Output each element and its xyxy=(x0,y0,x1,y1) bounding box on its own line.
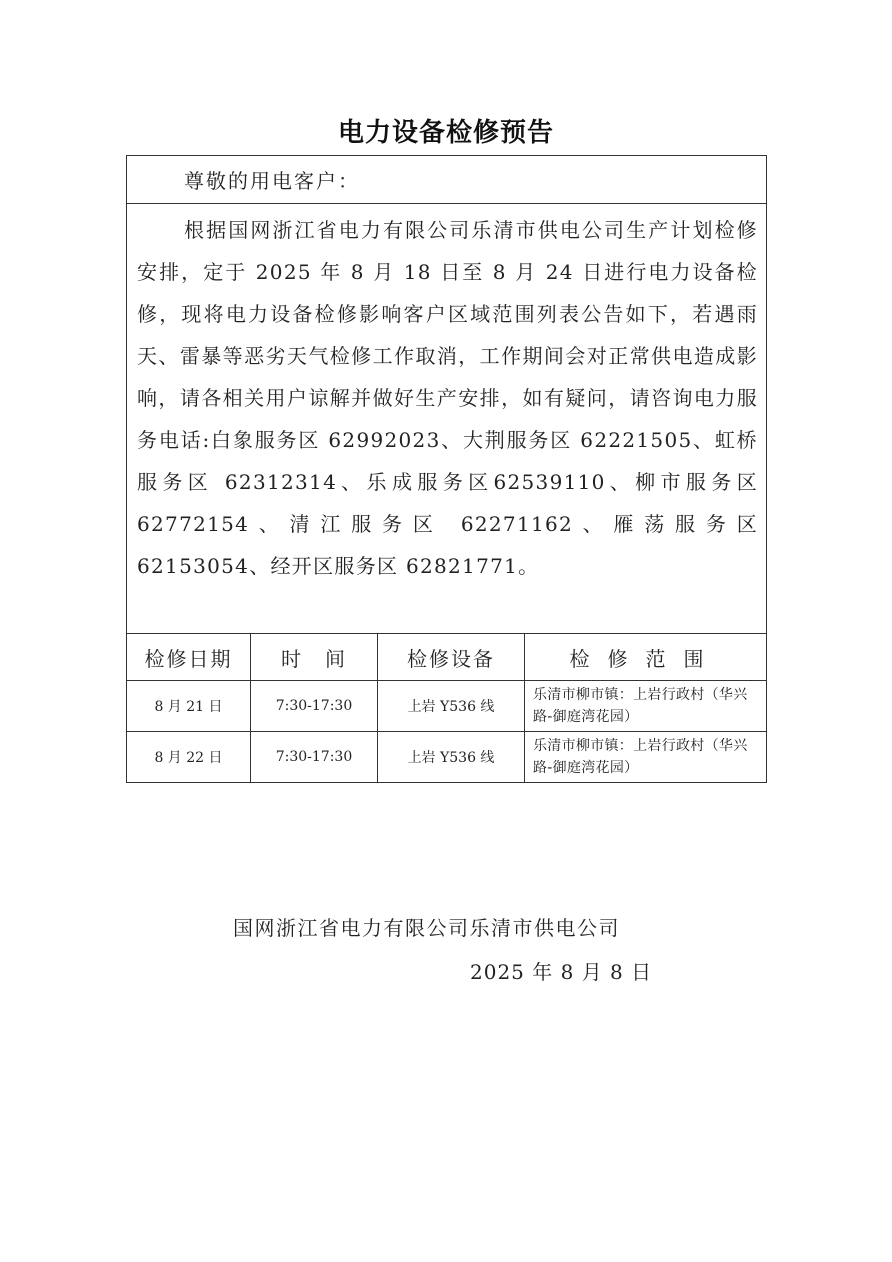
row-time: 7:30-17:30 xyxy=(251,732,378,783)
row-date: 8 月 22 日 xyxy=(127,732,251,783)
table-header-row xyxy=(127,634,767,681)
notice-table xyxy=(126,155,767,783)
greeting-row xyxy=(127,156,767,204)
notice-body: 根据国网浙江省电力有限公司乐清市供电公司生产计划检修安排，定于 2025 年 8 月 18 日至 8 月 24 日进行电力设备检修，现将电力设备检修影响客户区域范围列表公告如下，若遇雨天、雷暴等恶劣天气检修工作取消，工作期间会对正常供电造成影响，请各相关用户谅解并做好生产安排，如有疑问，请咨询电力服务电话:白象服务区 62992023、大荆服务区 62221505、虹桥服务区 62312314、乐成服务区62539110、柳市服务区 62772154、清江服务区 62271162、雁荡服务区 62153054、经开区服务区 62821771。 xyxy=(127,204,767,634)
row-time: 7:30-17:30 xyxy=(251,681,378,732)
body-row xyxy=(127,204,767,634)
header-date: 检修日期 xyxy=(127,634,251,681)
table-row xyxy=(127,681,767,732)
row-range: 乐清市柳市镇：上岩行政村（华兴路-御庭湾花园） xyxy=(525,681,767,732)
header-time: 时 间 xyxy=(251,634,378,681)
greeting: 尊敬的用电客户： xyxy=(127,156,767,204)
issuer-signature: 国网浙江省电力有限公司乐清市供电公司 xyxy=(233,916,620,940)
header-equipment: 检修设备 xyxy=(378,634,525,681)
row-date: 8 月 21 日 xyxy=(127,681,251,732)
row-equipment: 上岩 Y536 线 xyxy=(378,681,525,732)
table-row xyxy=(127,732,767,783)
header-range: 检修范围 xyxy=(525,634,767,681)
issue-date: 2025 年 8 月 8 日 xyxy=(470,960,653,984)
row-range: 乐清市柳市镇：上岩行政村（华兴路-御庭湾花园） xyxy=(525,732,767,783)
document-title: 电力设备检修预告 xyxy=(337,118,554,148)
row-equipment: 上岩 Y536 线 xyxy=(378,732,525,783)
